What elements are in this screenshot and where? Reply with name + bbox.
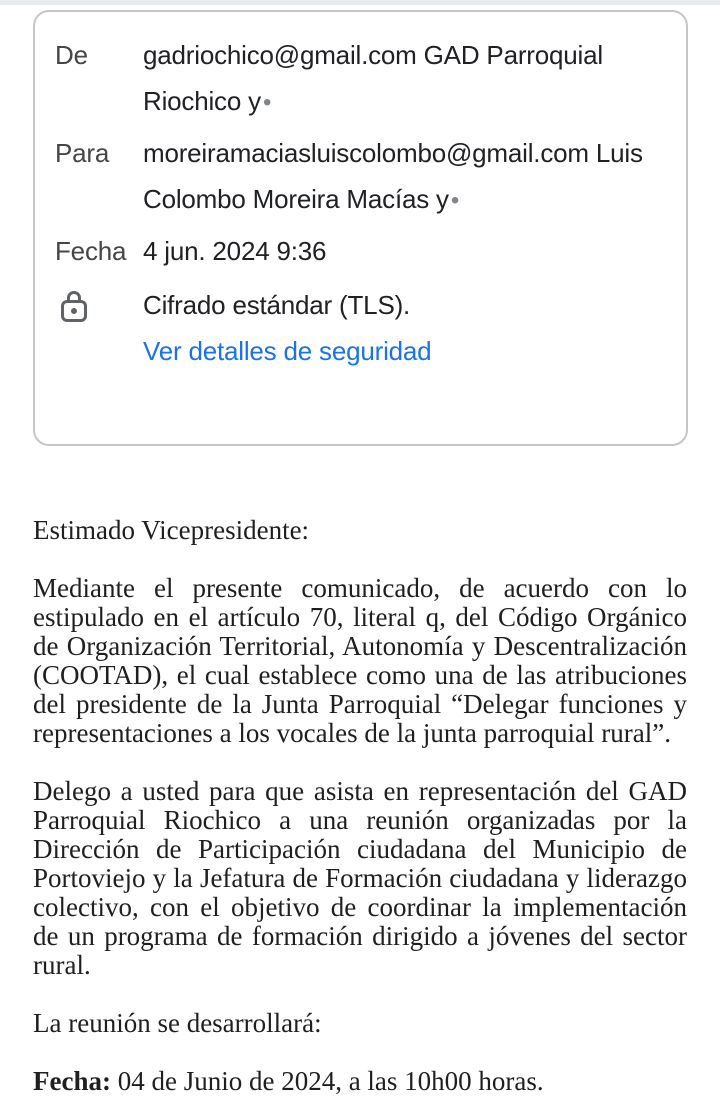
to-value xyxy=(143,130,660,224)
body-paragraph-1: Mediante el presente comunicado, de acuerdo con lo estipulado en el artículo 70, literal q, del Código Orgánico de Organización Territorial, Autonomía y Descentralización (COOTAD), el cual establece como una de las atribuciones del presidente de la Junta Parroquial “Delegar funciones y representaciones a los vocales de la junta parroquial rural”. xyxy=(33,573,687,748)
body-paragraph-2: Delego a usted para que asista en representación del GAD Parroquial Riochico a una reunión organizadas por la Dirección de Participación ciudadana del Municipio de Portoviejo y la Jefatura de Formación ciudadana y liderazgo colectivo, con el objetivo de coordinar la implementación de un programa de formación dirigido a jóvenes del sector rural. xyxy=(33,776,687,980)
to-value-text: moreiramaciasluiscolombo@gmail.com Luis Colombo Moreira Macías y xyxy=(143,138,643,214)
to-row xyxy=(55,130,660,224)
meeting-date-paragraph xyxy=(33,1067,687,1096)
security-info xyxy=(143,282,660,374)
meeting-date-label: Fecha: xyxy=(33,1066,111,1096)
encryption-status-text: Cifrado estándar (TLS). xyxy=(143,290,411,320)
date-value: 4 jun. 2024 9:36 xyxy=(143,236,327,266)
email-details-card xyxy=(33,10,688,446)
date-label: Fecha xyxy=(55,236,127,266)
from-row xyxy=(55,32,660,126)
from-value xyxy=(143,32,660,126)
to-label: Para xyxy=(55,138,110,168)
from-label: De xyxy=(55,40,88,70)
from-value-text: gadriochico@gmail.com GAD Parroquial Riochico y xyxy=(143,40,603,116)
date-row xyxy=(55,228,660,274)
more-recipients-dot: • xyxy=(262,89,272,116)
email-body xyxy=(33,516,687,1096)
meeting-date-value: 04 de Junio de 2024, a las 10h00 horas. xyxy=(110,1066,544,1096)
security-row xyxy=(55,282,660,374)
meeting-intro-paragraph: La reunión se desarrollará: xyxy=(33,1008,322,1038)
lock-icon xyxy=(55,282,143,327)
greeting-paragraph: Estimado Vicepresidente: xyxy=(33,515,310,545)
more-recipients-dot: • xyxy=(450,187,460,214)
top-divider xyxy=(0,0,720,5)
security-details-link[interactable]: Ver detalles de seguridad xyxy=(143,336,432,366)
